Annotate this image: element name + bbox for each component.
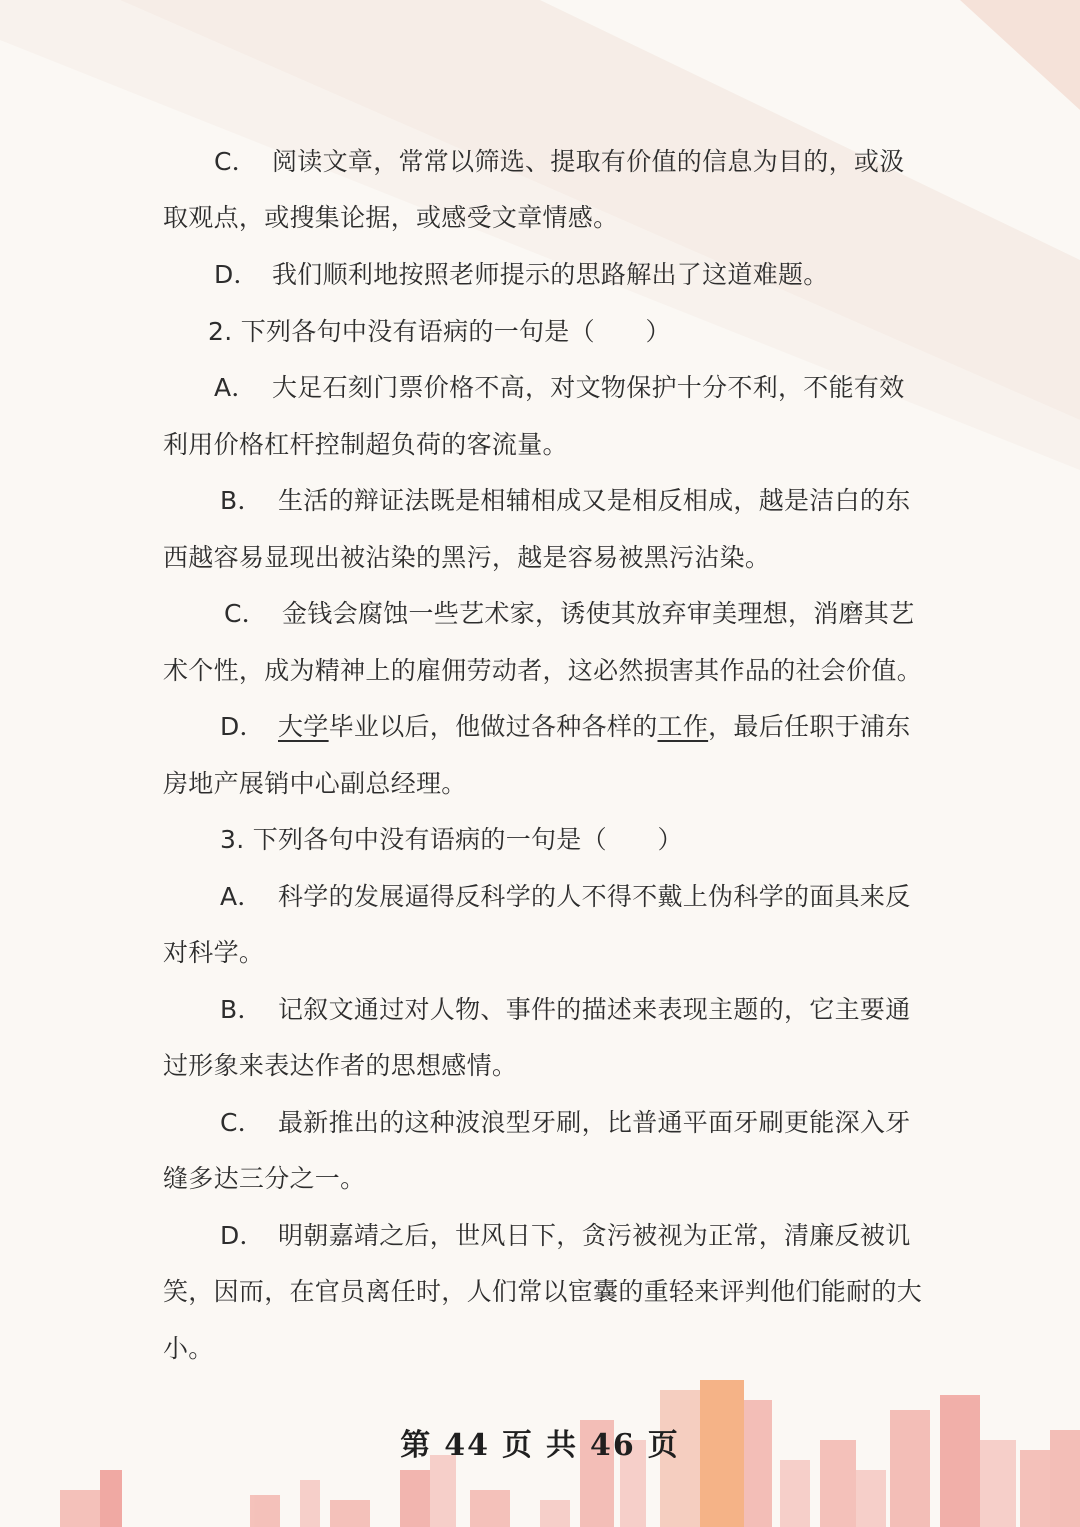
line-text: 笑，因而，在官员离任时，人们常以宦囊的重轻来评判他们能耐的大 [163, 1277, 923, 1306]
footer-word: 共 [546, 1428, 578, 1463]
line-text: 小。 [163, 1334, 214, 1363]
line-text: 阅读文章，常常以筛选、提取有价值的信息为目的，或汲 [272, 147, 905, 176]
continuation-line [163, 1276, 922, 1308]
option-line [220, 881, 911, 913]
continuation-line [163, 655, 922, 687]
option-letter: D． [220, 712, 265, 741]
line-text: 毕业以后，他做过各种各样的 [328, 712, 658, 741]
total-pages: 46 [590, 1428, 636, 1463]
option-line [214, 146, 905, 178]
option-letter: A． [220, 882, 263, 911]
option-letter: D． [214, 260, 259, 289]
continuation-line [163, 542, 770, 574]
option-line [220, 1107, 911, 1139]
footer-word: 页 [502, 1428, 534, 1463]
option-line [220, 711, 911, 743]
page-number-footer [0, 1420, 1080, 1464]
continuation-line [163, 1333, 214, 1365]
option-letter: C． [224, 599, 268, 628]
option-letter: B． [220, 486, 263, 515]
footer-prefix: 第 [400, 1428, 433, 1463]
option-letter: C． [220, 1108, 264, 1137]
line-text: 最新推出的这种波浪型牙刷，比普通平面牙刷更能深入牙 [278, 1108, 911, 1137]
option-letter: D． [220, 1221, 265, 1250]
continuation-line [163, 937, 264, 969]
line-text: 记叙文通过对人物、事件的描述来表现主题的，它主要通 [278, 995, 911, 1024]
line-text: 术个性，成为精神上的雇佣劳动者，这必然损害其作品的社会价值。 [163, 656, 923, 685]
line-text: 科学的发展逼得反科学的人不得不戴上伪科学的面具来反 [278, 882, 911, 911]
option-line [214, 372, 905, 404]
line-text: 房地产展销中心副总经理。 [163, 769, 467, 798]
continuation-line [163, 768, 467, 800]
line-text: 取观点，或搜集论据，或感受文章情感。 [163, 203, 619, 232]
line-text: ，最后任职于浦东 [708, 712, 911, 741]
option-line [220, 485, 911, 517]
question-line [220, 824, 683, 856]
line-text: 明朝嘉靖之后，世风日下，贪污被视为正常，清廉反被讥 [278, 1221, 911, 1250]
underlined-word: 大学 [278, 712, 329, 741]
line-text: 大足石刻门票价格不高，对文物保护十分不利，不能有效 [272, 373, 905, 402]
line-text: 对科学。 [163, 938, 265, 967]
option-letter: B． [220, 995, 263, 1024]
question-line [208, 316, 671, 348]
line-text: 我们顺利地按照老师提示的思路解出了这道难题。 [272, 260, 829, 289]
line-text: 缝多达三分之一。 [163, 1164, 366, 1193]
option-line [214, 259, 829, 291]
option-line [220, 1220, 911, 1252]
current-page: 44 [444, 1428, 490, 1463]
continuation-line [163, 429, 568, 461]
footer-suffix: 页 [647, 1428, 680, 1463]
underlined-word: 工作 [657, 712, 709, 741]
line-text: 西越容易显现出被沾染的黑污，越是容易被黑污沾染。 [163, 543, 771, 572]
question-text: 2. 下列各句中没有语病的一句是（ ） [208, 317, 671, 346]
line-text: 生活的辩证法既是相辅相成又是相反相成，越是洁白的东 [278, 486, 911, 515]
line-text: 利用价格杠杆控制超负荷的客流量。 [163, 430, 568, 459]
question-text: 3. 下列各句中没有语病的一句是（ ） [220, 825, 683, 854]
continuation-line [163, 1050, 517, 1082]
continuation-line [163, 202, 618, 234]
line-text: 金钱会腐蚀一些艺术家，诱使其放弃审美理想，消磨其艺 [282, 599, 915, 628]
option-letter: C． [214, 147, 258, 176]
option-line [224, 598, 915, 630]
continuation-line [163, 1163, 365, 1195]
option-letter: A． [214, 373, 257, 402]
line-text: 过形象来表达作者的思想感情。 [163, 1051, 518, 1080]
option-line [220, 994, 911, 1026]
